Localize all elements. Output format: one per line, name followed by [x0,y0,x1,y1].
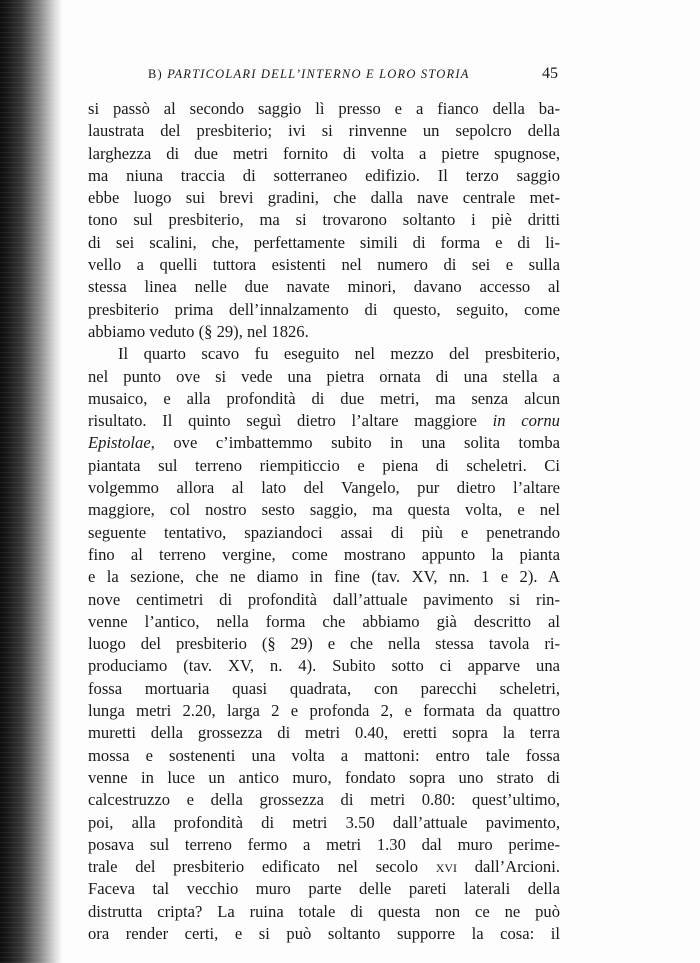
text-line: laustrata del presbiterio; ivi si rinvenne un sepolcro della [88,121,560,141]
chapter-title: PARTICOLARI DELL’INTERNO E LORO STORIA [167,67,470,81]
binding-texture [0,0,62,963]
text-line: stessa linea nelle due navate minori, davano accesso al [88,277,560,297]
text-line: maggiore, col nostro sesto saggio, ma questa volta, e nel [88,500,560,520]
text-line: lunga metri 2.20, larga 2 e profonda 2, e formata da quattro [88,701,560,721]
text-line [88,856,560,878]
section-letter: B) [148,67,163,81]
text-line: posava sul terreno fermo a metri 1.30 dal muro perime- [88,834,560,854]
text-line: presbiterio prima dell’innalzamento di questo, seguito, come [88,299,560,319]
text-line: fossa mortuaria quasi quadrata, con parecchi scheletri, [88,678,560,698]
text-line: ora render certi, e si può soltanto supporre la cosa: il [88,923,560,943]
text-line: poi, alla profondità di metri 3.50 dall’attuale pavimento, [88,812,560,832]
text-line: larghezza di due metri fornito di volta a pietre spugnose, [88,143,560,163]
text-line: musaico, e alla profondità di due metri, ma senza alcun [88,388,560,408]
body-text [88,98,560,945]
text-line [88,410,560,432]
text-line: ebbe luogo sui brevi gradini, che dalla nave centrale met- [88,188,560,208]
text-line: ma niuna traccia di sotterraneo edifizio. Il terzo saggio [88,165,560,185]
text-line: produciamo (tav. XV, n. 4). Subito sotto ci apparve una [88,656,560,676]
running-head-title [148,67,470,82]
text-line: luogo del presbiterio (§ 29) e che nella stessa tavola ri- [88,634,560,654]
text-line: vello a quelli tuttora esistenti nel numero di sei e sulla [88,255,560,275]
text-line: calcestruzzo e della grossezza di metri 0.80: quest’ultimo, [88,790,560,810]
text-line: piantata sul terreno riempiticcio e piena di scheletri. Ci [88,455,560,475]
text-line: venne l’antico, nella forma che abbiamo già descritto al [88,611,560,631]
text-line: venne in luce un antico muro, fondato sopra uno strato di [88,767,560,787]
text-line: abbiamo veduto (§ 29), nel 1826. [88,321,309,341]
text-line: di sei scalini, che, perfettamente simili di forma e di li- [88,232,560,252]
text-line: volgemmo allora al lato del Vangelo, pur dietro l’altare [88,478,560,498]
text-segment: risultato. Il quinto seguì dietro l’altare maggiore [88,411,493,431]
century-numeral: xvi [435,857,458,877]
text-line: tono sul presbiterio, ma si trovarono soltanto i piè dritti [88,210,560,230]
text-line: muretti della grossezza di metri 0.40, eretti sopra la terra [88,723,560,743]
text-line: nel punto ove si vede una pietra ornata di una stella a [88,366,560,386]
text-segment: , ove c’imbattemmo subito in una solita tomba [150,433,560,453]
text-line: seguente tentativo, spaziandoci assai di più e penetrando [88,522,560,542]
text-segment: trale del presbiterio edificato nel secolo [88,857,436,877]
running-head [148,67,558,89]
text-line: nove centimetri di profondità dall’attuale pavimento si rin- [88,589,560,609]
text-line [88,432,560,454]
text-line: fino al terreno vergine, come mostrano appunto la pianta [88,544,560,564]
text-segment: dall’Arcioni. [457,857,560,877]
italic-latin-phrase: in cornu [492,411,560,431]
text-line: Il quarto scavo fu eseguito nel mezzo del presbiterio, [118,344,560,364]
text-line: si passò al secondo saggio lì presso e a fianco della ba- [88,99,560,118]
text-line: Faceva tal vecchio muro parte delle pareti laterali della [88,879,560,899]
text-line: distrutta cripta? La ruina totale di questa non ce ne può [88,901,560,921]
page-number: 45 [542,65,558,82]
italic-latin-phrase: Epistolae [88,433,151,453]
text-line: mossa e sostenenti una volta a mattoni: entro tale fossa [88,745,560,765]
text-line: e la sezione, che ne diamo in fine (tav. XV, nn. 1 e 2). A [88,567,560,587]
